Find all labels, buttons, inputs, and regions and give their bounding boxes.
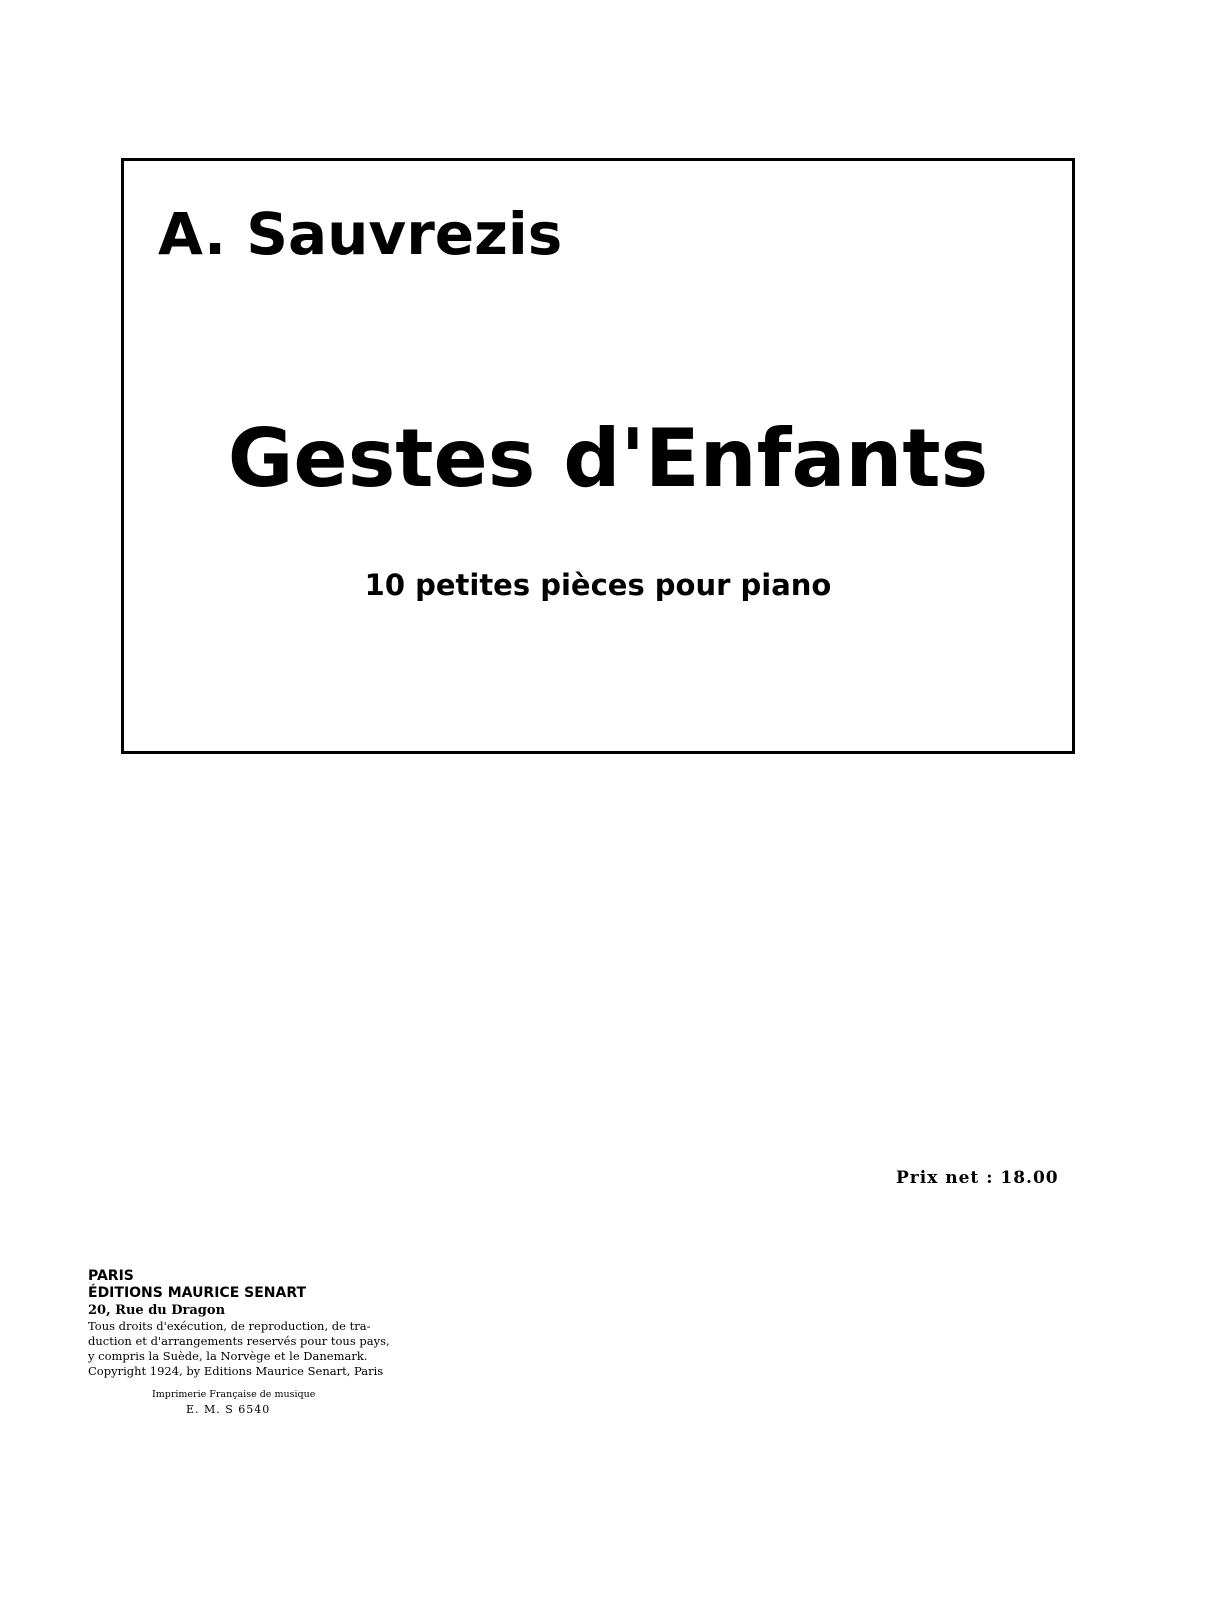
printer-credit: Imprimerie Française de musique xyxy=(152,1389,316,1400)
price-label: Prix net : 18.00 xyxy=(896,1168,1059,1188)
copyright-line: Copyright 1924, by Editions Maurice Senart, Paris xyxy=(88,1364,384,1378)
rights-notice xyxy=(88,1319,418,1379)
publisher-name: ÉDITIONS MAURICE SENART xyxy=(88,1285,307,1301)
plate-number: E. M. S 6540 xyxy=(186,1403,271,1416)
work-subtitle: 10 petites pièces pour piano xyxy=(364,568,832,602)
publisher-city: PARIS xyxy=(88,1268,134,1284)
rights-line: duction et d'arrangements reservés pour tous pays, xyxy=(88,1334,390,1348)
title-frame xyxy=(121,158,1075,754)
work-title: Gestes d'Enfants xyxy=(227,412,989,505)
rights-line: Tous droits d'exécution, de reproduction, de tra- xyxy=(88,1319,371,1333)
rights-line: y compris la Suède, la Norvège et le Danemark. xyxy=(88,1349,368,1363)
publisher-imprint xyxy=(88,1268,418,1418)
publisher-address: 20, Rue du Dragon xyxy=(88,1303,226,1318)
composer-name: A. Sauvrezis xyxy=(158,200,563,268)
